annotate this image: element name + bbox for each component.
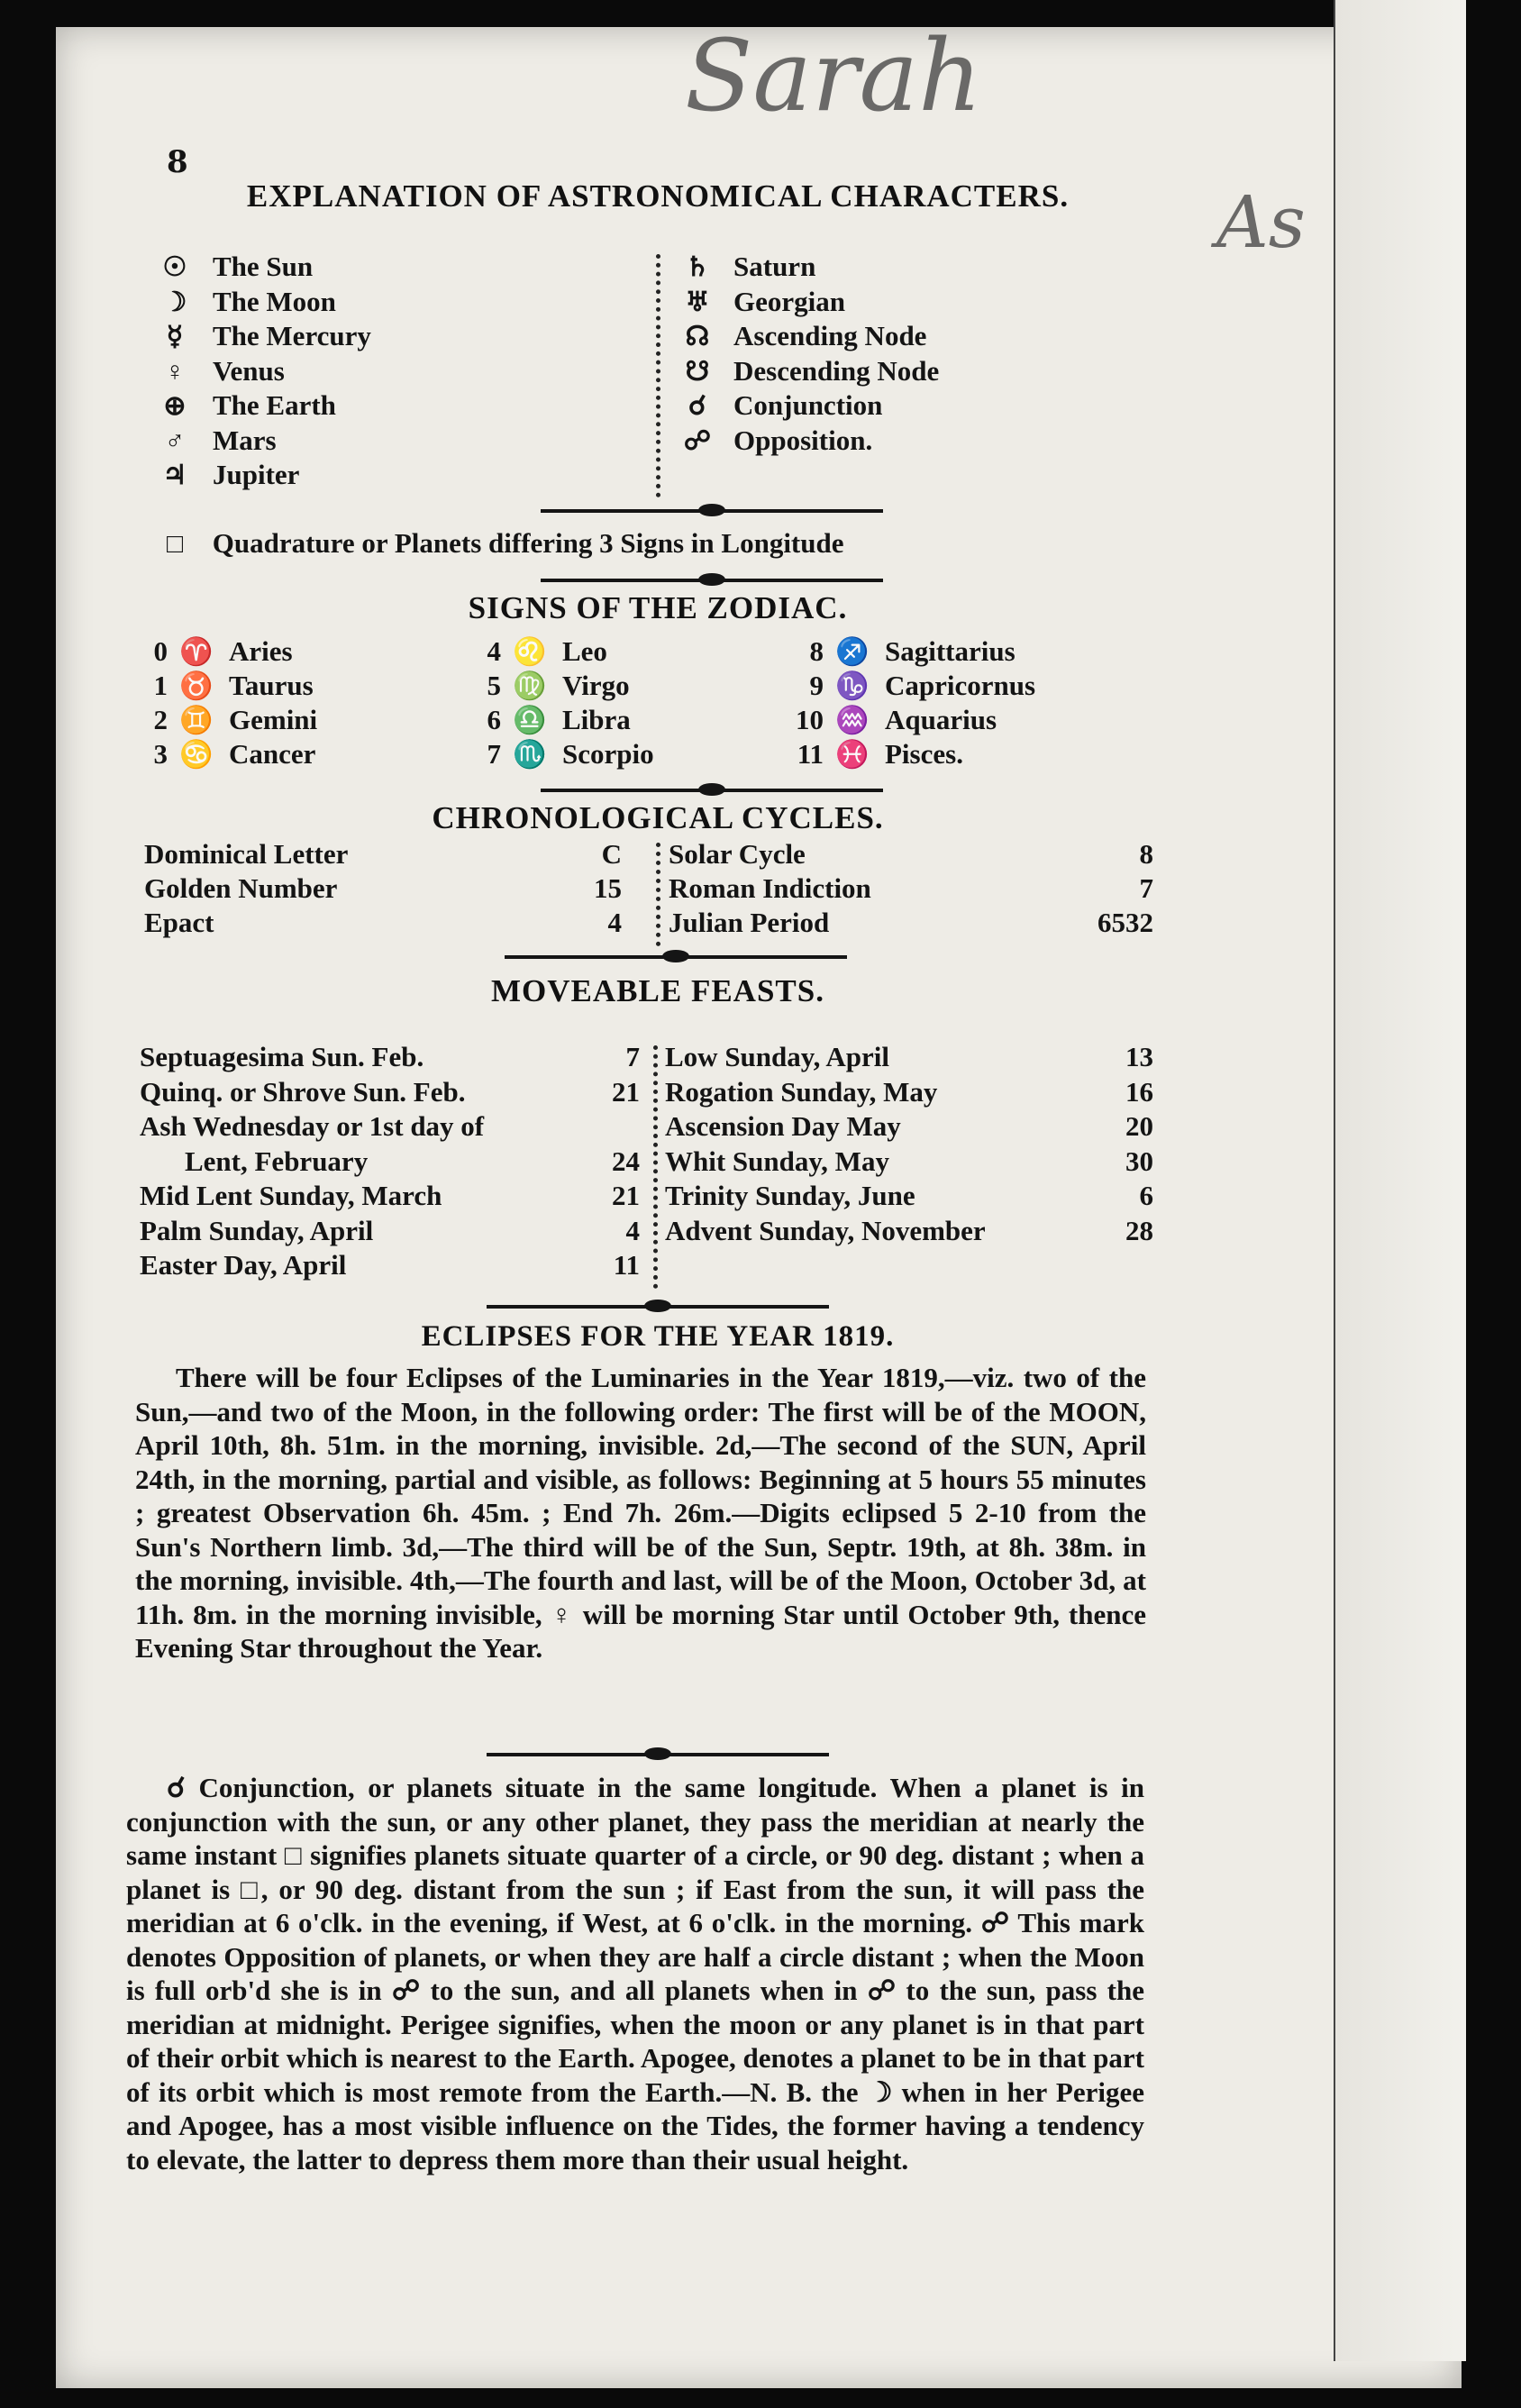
- zodiac-title: SIGNS OF THE ZODIAC.: [468, 590, 848, 625]
- planet-symbol-icon: ⊕: [163, 391, 187, 421]
- astro-item: [155, 459, 299, 491]
- zodiac-number: 0: [153, 635, 168, 667]
- astro-item: [678, 286, 845, 318]
- zodiac-sign: [137, 738, 315, 771]
- astro-item: [155, 286, 336, 318]
- handwritten-mark: As: [1216, 180, 1306, 264]
- astro-label: The Sun: [213, 251, 314, 282]
- astro-item: [678, 389, 882, 422]
- section-rule: [487, 1753, 829, 1756]
- astro-label: The Mercury: [213, 320, 371, 351]
- planet-symbol-icon: ♅: [685, 287, 710, 317]
- eclipses-title: ECLIPSES FOR THE YEAR 1819.: [421, 1320, 895, 1353]
- planet-symbol-icon: ☊: [685, 322, 710, 351]
- feast-label: Ascension Day May: [665, 1110, 901, 1142]
- zodiac-number: 1: [153, 670, 168, 701]
- feast-date: 20: [1125, 1110, 1153, 1142]
- section-rule: [541, 579, 883, 582]
- feast-date: 7: [625, 1041, 640, 1072]
- section-rule: [487, 1305, 829, 1309]
- dotted-divider: [653, 1045, 658, 1289]
- astro-item: [155, 355, 285, 388]
- astro-label: Saturn: [733, 251, 816, 282]
- zodiac-name: Gemini: [229, 704, 318, 735]
- feast-date: 6: [1139, 1180, 1153, 1211]
- planet-symbol-icon: ♄: [685, 252, 710, 282]
- zodiac-name: Sagittarius: [885, 635, 1016, 667]
- planet-symbol-icon: ♃: [162, 461, 187, 490]
- zodiac-sign: [793, 670, 1035, 702]
- cycle-label: Solar Cycle: [669, 838, 806, 870]
- cycle-value: 7: [1139, 872, 1153, 904]
- astro-item: [678, 320, 926, 352]
- notes-text: ☌ Conjunction, or planets situate in the same longitude. When a planet is in conjunction with the sun, or any other planet, they pass the meridian at nearly the same instant □ signifies planets situate quarter of a circle, or 90 deg. distant ; when a planet is □, or 90 deg. distant from the sun ; if East from the sun, it will pass the meridian at 6 o'clk. in the evening, if West, at 6 o'clk. in the morning. ☍ This mark denotes Opposition of planets, or when they are half a circle distant ; when the Moon is full orb'd she is in ☍ to the sun, and all planets when in ☍ to the sun, pass the meridian at midnight. Perigee signifies, when the moon or any planet is in that part of their orbit which is nearest to the Earth. Apogee, denotes a planet to be in that part of its orbit which is most remote from the Earth.—N. B. the ☽ when in her Perigee and Apogee, has a most visible influence on the Tides, the former having a tendency to elevate, the latter to depress them more than their usual height.: [126, 1772, 1144, 2175]
- astro-label: Opposition.: [733, 424, 873, 456]
- zodiac-symbol-icon: ♑: [835, 671, 870, 701]
- cycle-value: 15: [594, 872, 622, 904]
- planet-symbol-icon: ☍: [683, 425, 712, 456]
- zodiac-symbol-icon: ♒: [835, 706, 870, 735]
- feast-label: Rogation Sunday, May: [665, 1075, 938, 1108]
- zodiac-symbol-icon: ♈: [179, 637, 214, 667]
- feasts-title: MOVEABLE FEASTS.: [491, 973, 824, 1008]
- feast-date: 21: [612, 1180, 640, 1211]
- cycle-label: Golden Number: [144, 872, 338, 904]
- astro-label: Ascending Node: [733, 320, 927, 351]
- section-rule: [541, 789, 883, 792]
- astro-item: [155, 389, 336, 422]
- cycle-value: 8: [1139, 838, 1153, 870]
- zodiac-name: Cancer: [229, 738, 316, 770]
- quadrature-symbol: □: [166, 529, 184, 559]
- cycles-title: CHRONOLOGICAL CYCLES.: [432, 800, 884, 835]
- feast-label: Whit Sunday, May: [665, 1145, 889, 1177]
- feast-date: 21: [612, 1075, 640, 1108]
- zodiac-number: 9: [809, 670, 824, 701]
- astro-label: Venus: [213, 354, 285, 387]
- zodiac-symbol-icon: ♊: [179, 706, 214, 735]
- astro-item: [678, 251, 815, 283]
- zodiac-symbol-icon: ♎: [513, 706, 547, 735]
- zodiac-symbol-icon: ♏: [513, 740, 547, 770]
- astronomical-title: EXPLANATION OF ASTRONOMICAL CHARACTERS.: [246, 178, 1070, 214]
- planet-symbol-icon: ☿: [166, 322, 184, 351]
- feast-date: 24: [612, 1145, 640, 1177]
- feast-label: Ash Wednesday or 1st day of: [140, 1110, 485, 1142]
- planet-symbol-icon: ☌: [688, 391, 707, 421]
- astro-item: [678, 355, 939, 388]
- feast-date: 30: [1125, 1145, 1153, 1177]
- zodiac-number: 6: [487, 704, 501, 735]
- feast-date: 4: [625, 1214, 640, 1246]
- feast-label: Mid Lent Sunday, March: [140, 1180, 442, 1211]
- feast-date: 11: [613, 1249, 640, 1281]
- feast-label: Low Sunday, April: [665, 1041, 889, 1072]
- zodiac-number: 3: [153, 738, 168, 770]
- feast-label: Palm Sunday, April: [140, 1214, 374, 1246]
- planet-symbol-icon: ♂: [164, 425, 186, 456]
- zodiac-sign: [137, 635, 293, 668]
- feast-label: Easter Day, April: [140, 1249, 347, 1281]
- feast-label: Septuagesima Sun. Feb.: [140, 1041, 424, 1072]
- astro-label: Georgian: [733, 285, 845, 317]
- zodiac-number: 7: [487, 738, 501, 770]
- planet-symbol-icon: ☋: [685, 356, 710, 387]
- planet-symbol-icon: ☉: [162, 252, 187, 282]
- astro-label: Mars: [213, 424, 277, 456]
- zodiac-sign: [470, 704, 631, 736]
- facing-page-edge: [1334, 0, 1466, 2361]
- zodiac-sign: [793, 635, 1016, 668]
- cycle-value: 4: [607, 907, 622, 938]
- zodiac-number: 2: [153, 704, 168, 735]
- zodiac-symbol-icon: ♉: [179, 671, 214, 701]
- zodiac-name: Capricornus: [885, 670, 1036, 701]
- cycle-label: Roman Indiction: [669, 872, 871, 904]
- eclipses-text: There will be four Eclipses of the Luminaries in the Year 1819,—viz. two of the Sun,—and two of the Moon, in the following order: The first will be of the MOON, April 10th, 8h. 51m. in the morning, invisible. 2d,—The second of the SUN, April 24th, in the morning, partial and visible, as follows: Beginning at 5 hours 55 minutes ; greatest Observation 6h. 45m. ; End 7h. 26m.—Digits eclipsed 5 2-10 from the Sun's Northern limb. 3d,—The third will be of the Sun, Septr. 19th, at 8h. 38m. in the morning, invisible. 4th,—The fourth and last, will be of the Moon, October 3d, at 11h. 8m. in the morning invisible, ♀ will be morning Star until October 9th, thence Evening Star throughout the Year.: [135, 1362, 1146, 1664]
- astro-item: [678, 424, 872, 457]
- dotted-divider: [656, 843, 660, 946]
- feast-label: Trinity Sunday, June: [665, 1180, 915, 1211]
- cycle-label: Dominical Letter: [144, 838, 349, 870]
- section-rule: [541, 509, 883, 513]
- astro-label: Descending Node: [733, 354, 940, 387]
- handwritten-signature: Sarah: [685, 18, 982, 133]
- zodiac-number: 5: [487, 670, 501, 701]
- section-rule: [505, 955, 847, 959]
- zodiac-sign: [137, 670, 314, 702]
- zodiac-sign: [470, 635, 607, 668]
- astro-label: Jupiter: [213, 459, 300, 490]
- zodiac-name: Pisces.: [885, 738, 963, 770]
- zodiac-symbol-icon: ♌: [513, 637, 547, 667]
- astro-label: Conjunction: [733, 389, 883, 421]
- zodiac-number: 10: [796, 704, 824, 735]
- feast-date: 28: [1125, 1214, 1153, 1246]
- astro-item: [155, 424, 277, 457]
- zodiac-number: 11: [797, 738, 824, 770]
- zodiac-number: 4: [487, 635, 501, 667]
- zodiac-symbol-icon: ♋: [179, 740, 214, 770]
- feast-date: 16: [1125, 1075, 1153, 1108]
- astro-label: The Earth: [213, 389, 336, 421]
- cycle-value: C: [601, 838, 622, 870]
- zodiac-symbol-icon: ♍: [513, 671, 547, 701]
- page-number: 8: [167, 144, 188, 180]
- feast-label: Quinq. or Shrove Sun. Feb.: [140, 1075, 466, 1108]
- dotted-divider: [656, 254, 660, 497]
- cycle-value: 6532: [1097, 907, 1153, 938]
- zodiac-name: Aquarius: [885, 704, 997, 735]
- astro-item: [155, 320, 371, 352]
- zodiac-name: Libra: [562, 704, 631, 735]
- quadrature-row: [155, 527, 844, 560]
- zodiac-sign: [470, 738, 654, 771]
- cycle-label: Epact: [144, 907, 214, 938]
- zodiac-symbol-icon: ♓: [835, 740, 870, 770]
- zodiac-sign: [470, 670, 630, 702]
- zodiac-name: Virgo: [562, 670, 630, 701]
- feast-date: 13: [1125, 1041, 1153, 1072]
- zodiac-sign: [793, 738, 963, 771]
- astro-item: [155, 251, 313, 283]
- zodiac-name: Leo: [562, 635, 607, 667]
- cycle-label: Julian Period: [669, 907, 830, 938]
- zodiac-name: Aries: [229, 635, 293, 667]
- planet-symbol-icon: ☽: [162, 287, 187, 317]
- zodiac-sign: [137, 704, 317, 736]
- zodiac-name: Taurus: [229, 670, 314, 701]
- zodiac-number: 8: [809, 635, 824, 667]
- zodiac-name: Scorpio: [562, 738, 654, 770]
- zodiac-symbol-icon: ♐: [835, 637, 870, 667]
- planet-symbol-icon: ♀: [164, 356, 186, 387]
- feast-label: Advent Sunday, November: [665, 1214, 986, 1246]
- zodiac-sign: [793, 704, 997, 736]
- quadrature-label: Quadrature or Planets differing 3 Signs in Longitude: [212, 527, 844, 559]
- feast-label: Lent, February: [185, 1145, 369, 1177]
- astro-label: The Moon: [213, 285, 336, 317]
